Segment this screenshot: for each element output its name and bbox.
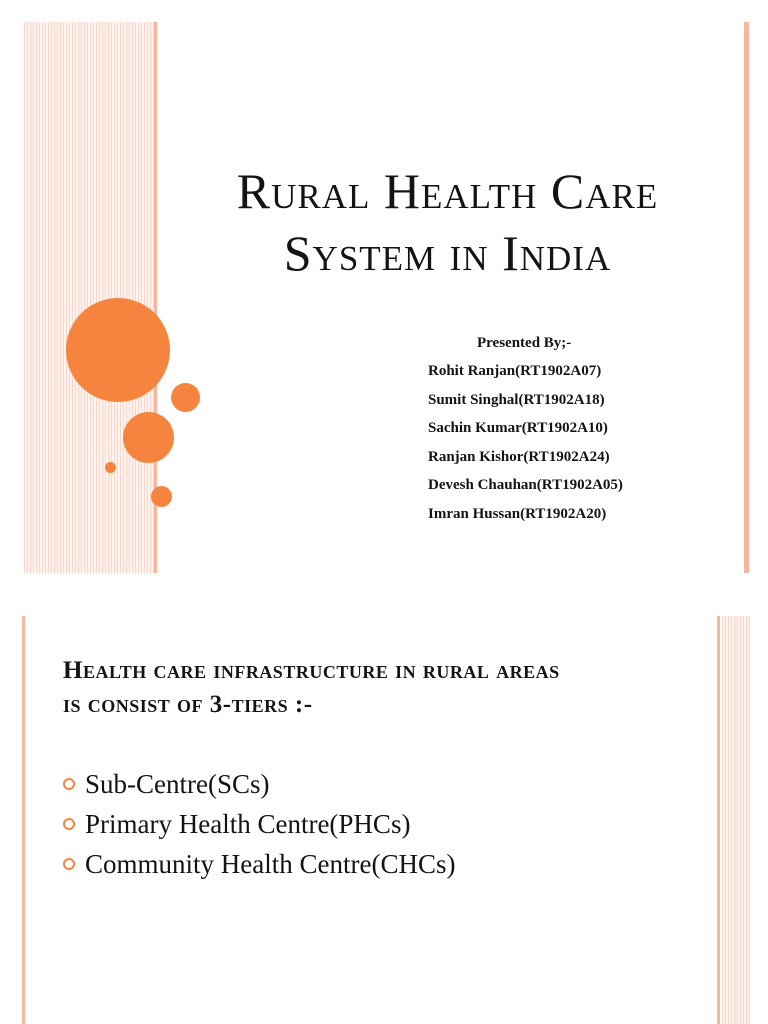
title-line-1: Rural Health Care: [236, 163, 659, 219]
presenter-name: Sumit Singhal(RT1902A18): [428, 391, 605, 408]
tier-list: [63, 764, 455, 884]
presenter-name: Devesh Chauhan(RT1902A05): [428, 477, 623, 493]
list-item-label: Sub-Centre(SCs): [85, 769, 270, 799]
list-item: [63, 804, 455, 844]
slide-heading: [63, 654, 713, 722]
list-item: [63, 764, 455, 804]
tiny-circle-decoration: [105, 462, 116, 473]
circle-bullet-icon: [63, 778, 75, 790]
presenter-name: Ranjan Kishor(RT1902A24): [428, 448, 610, 465]
circle-bullet-icon: [63, 858, 75, 870]
right-stripe-line: [744, 22, 749, 573]
right-stripe-line-inner: [717, 616, 720, 1024]
presented-by-label: Presented By;-: [477, 335, 572, 351]
presenter-name: Sachin Kumar(RT1902A10): [428, 420, 608, 436]
small-circle-decoration-2: [151, 486, 172, 507]
heading-line-1: Health care infrastructure in rural areas: [63, 657, 560, 684]
title-line-2: System in India: [283, 225, 612, 281]
left-stripe-band: [24, 22, 154, 573]
list-item-label: Primary Health Centre(PHCs): [85, 809, 411, 839]
list-item-label: Community Health Centre(CHCs): [85, 849, 456, 879]
circle-bullet-icon: [63, 818, 75, 830]
left-stripe-line: [22, 616, 25, 1024]
right-stripe-band: [722, 616, 750, 1024]
large-circle-decoration: [66, 298, 170, 402]
presenter-name: Imran Hussan(RT1902A20): [428, 505, 607, 522]
list-item: [63, 844, 455, 884]
medium-circle-decoration: [123, 412, 174, 463]
presenters-block: [428, 332, 728, 531]
heading-line-2: is consist of 3-tiers :-: [63, 691, 313, 718]
small-circle-decoration: [171, 383, 200, 412]
slide-title: [175, 160, 720, 284]
slide-separator: [0, 573, 768, 612]
content-slide: [0, 612, 768, 1024]
presenter-name: Rohit Ranjan(RT1902A07): [428, 363, 602, 379]
